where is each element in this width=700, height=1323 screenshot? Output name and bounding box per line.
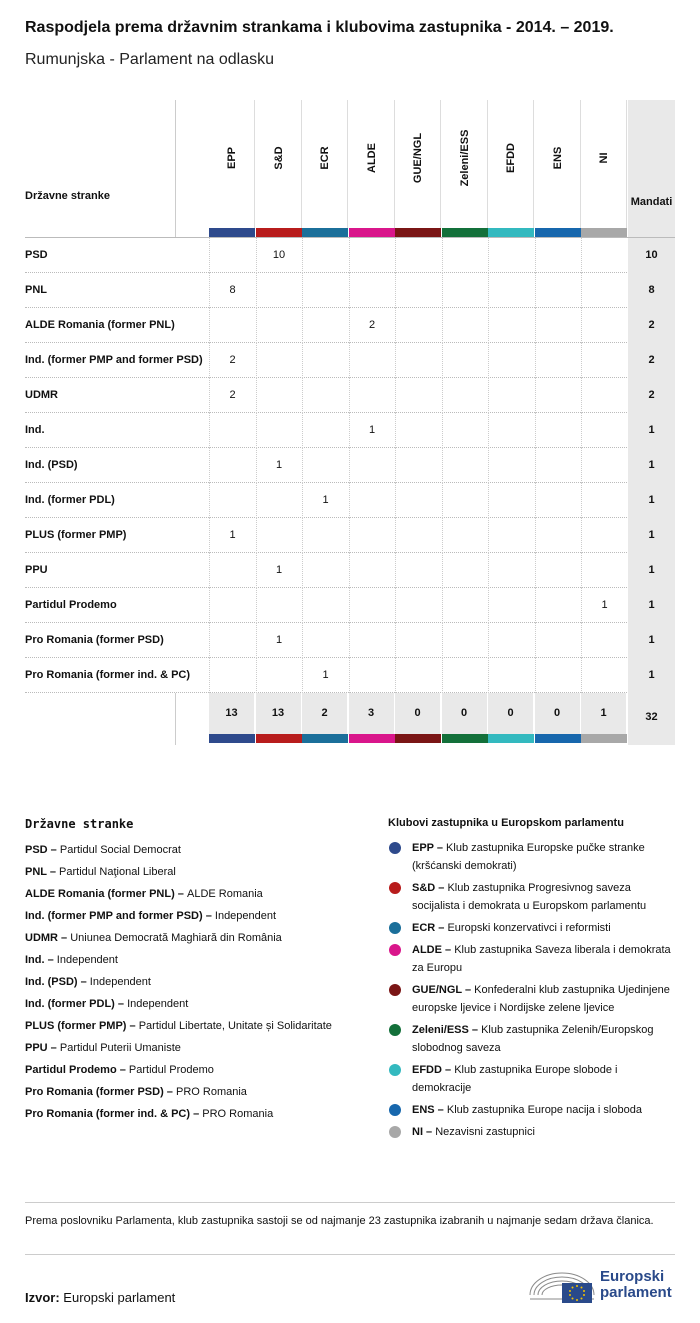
seat-cell xyxy=(442,308,488,343)
seat-cell xyxy=(442,553,488,588)
seat-cell xyxy=(535,518,581,553)
group-total: 13 xyxy=(209,693,255,734)
group-label: EFDD xyxy=(505,143,517,173)
party-name: PSD xyxy=(25,249,48,261)
group-color-bar xyxy=(256,734,302,743)
group-abbr: GUE/NGL xyxy=(412,984,462,996)
seat-cell xyxy=(535,378,581,413)
seat-cell xyxy=(488,273,534,308)
color-dot-icon xyxy=(389,1024,401,1036)
seat-cell xyxy=(302,378,348,413)
party-legend-item: Ind. – Independent xyxy=(25,954,118,966)
party-name: Pro Romania (former PSD) xyxy=(25,634,164,646)
group-abbr: EFDD xyxy=(412,1064,442,1076)
group-total: 3 xyxy=(349,693,395,734)
seat-cell xyxy=(535,273,581,308)
seat-cell xyxy=(581,658,627,693)
group-label: NI xyxy=(598,152,610,164)
color-dot-icon xyxy=(389,1104,401,1116)
seat-cell xyxy=(256,658,302,693)
seat-cell xyxy=(488,588,534,623)
group-full-name: Konfederalni klub zastupnika Ujedinjene europske ljevice i Nordijske zelene ljevice xyxy=(412,984,670,1014)
mandates-header: Mandati xyxy=(628,100,675,238)
group-full-name: Klub zastupnika Europske pučke stranke (kršćanski demokrati) xyxy=(412,842,645,872)
divider xyxy=(25,1254,675,1255)
seat-cell xyxy=(581,518,627,553)
group-label: ENS xyxy=(551,146,564,170)
seat-cell xyxy=(535,623,581,658)
group-legend xyxy=(388,817,678,1145)
seat-cell xyxy=(442,413,488,448)
party-abbr: UDMR xyxy=(25,932,58,944)
table-row xyxy=(25,238,675,273)
group-total: 0 xyxy=(395,693,441,734)
seat-cell xyxy=(535,343,581,378)
group-abbr: NI xyxy=(412,1126,423,1138)
seat-cell xyxy=(349,588,395,623)
seat-cell xyxy=(349,623,395,658)
color-dot-icon xyxy=(389,882,401,894)
group-color-bar xyxy=(535,228,581,237)
party-legend-item: ALDE Romania (former PNL) – ALDE Romania xyxy=(25,888,263,900)
corner-label: Državne stranke xyxy=(25,190,110,202)
row-total: 8 xyxy=(628,273,675,308)
party-abbr: Pro Romania (former PSD) xyxy=(25,1086,164,1098)
seat-cell xyxy=(209,448,255,483)
party-abbr: Ind. (former PDL) xyxy=(25,998,115,1010)
table-row xyxy=(25,413,675,448)
group-legend-item-s-d: S&D – Klub zastupnika Progresivnog saveza socijalista i demokrata u Europskom parlamentu xyxy=(388,879,678,915)
seat-cell xyxy=(256,308,302,343)
group-abbr: S&D xyxy=(412,882,436,894)
table-row xyxy=(25,518,675,553)
seat-cell xyxy=(581,623,627,658)
seat-cell: 1 xyxy=(256,623,302,658)
group-label: ECR xyxy=(319,146,331,170)
seat-cell: 10 xyxy=(256,238,302,273)
seat-cell xyxy=(442,518,488,553)
seat-cell xyxy=(488,623,534,658)
seat-cell xyxy=(395,238,441,273)
group-label: GUE/NGL xyxy=(412,132,424,184)
seat-cell xyxy=(581,413,627,448)
seat-cell xyxy=(535,413,581,448)
group-full-name: Klub zastupnika Progresivnog saveza socijalista i demokrata u Europskom parlamentu xyxy=(412,882,647,912)
seat-cell xyxy=(442,658,488,693)
group-abbr: ENS xyxy=(412,1104,435,1116)
party-name: PNL xyxy=(25,284,47,296)
group-full-name: Nezavisni zastupnici xyxy=(435,1126,535,1138)
seat-cell xyxy=(209,658,255,693)
seat-cell xyxy=(209,308,255,343)
table-row xyxy=(25,658,675,693)
table-totals xyxy=(25,693,675,745)
party-abbr: Ind. (PSD) xyxy=(25,976,78,988)
seat-cell xyxy=(302,308,348,343)
seat-cell xyxy=(535,553,581,588)
party-full-name: PRO Romania xyxy=(175,1086,247,1098)
group-legend-item-alde: ALDE – Klub zastupnika Saveza liberala i demokrata za Europu xyxy=(388,941,678,977)
rules-note: Prema poslovniku Parlamenta, klub zastupnika sastoji se od najmanje 23 zastupnika izabranih u najmanje sedam država članica. xyxy=(25,1215,654,1227)
party-name: Pro Romania (former ind. & PC) xyxy=(25,669,191,681)
group-color-bar xyxy=(256,228,302,237)
group-column-ens xyxy=(535,100,581,238)
seat-cell xyxy=(395,623,441,658)
party-full-name: PRO Romania xyxy=(202,1108,274,1120)
group-total: 0 xyxy=(442,693,488,734)
seat-cell xyxy=(209,623,255,658)
seat-cell xyxy=(395,448,441,483)
seat-cell xyxy=(302,588,348,623)
seat-cell xyxy=(581,378,627,413)
group-color-bar xyxy=(442,228,488,237)
group-color-bar xyxy=(581,228,627,237)
table-row xyxy=(25,273,675,308)
seat-cell xyxy=(209,238,255,273)
seat-cell xyxy=(209,588,255,623)
seat-cell: 1 xyxy=(256,553,302,588)
seat-cell xyxy=(581,448,627,483)
seat-cell xyxy=(442,238,488,273)
table-row xyxy=(25,448,675,483)
seat-cell xyxy=(302,273,348,308)
color-dot-icon xyxy=(389,944,401,956)
group-label: Zeleni/ESS xyxy=(458,129,471,187)
source-label: Izvor: xyxy=(25,1290,60,1305)
party-full-name: Partidul Libertate, Unitate și Solidaritate xyxy=(138,1020,332,1032)
row-total: 2 xyxy=(628,308,675,343)
seat-cell xyxy=(349,658,395,693)
seat-cell xyxy=(581,343,627,378)
party-legend-item: Ind. (former PDL) – Independent xyxy=(25,998,189,1010)
seat-cell xyxy=(302,623,348,658)
group-color-bar xyxy=(442,734,488,743)
group-column-epp xyxy=(209,100,255,238)
seat-cell xyxy=(395,553,441,588)
party-full-name: ALDE Romania xyxy=(186,888,263,900)
seat-cell xyxy=(535,308,581,343)
seat-cell xyxy=(209,413,255,448)
group-legend-item-ens: ENS – Klub zastupnika Europe nacija i sloboda xyxy=(388,1101,678,1119)
party-full-name: Partidul Prodemo xyxy=(128,1064,214,1076)
party-full-name: Independent xyxy=(56,954,118,966)
seat-cell xyxy=(395,588,441,623)
seat-cell xyxy=(302,343,348,378)
seat-cell xyxy=(349,378,395,413)
group-legend-item-gue-ngl: GUE/NGL – Konfederalni klub zastupnika Ujedinjene europske ljevice i Nordijske zelene ljevice xyxy=(388,981,678,1017)
group-full-name: Europski konzervativci i reformisti xyxy=(447,922,611,934)
party-legend-item: Pro Romania (former PSD) – PRO Romania xyxy=(25,1086,247,1098)
group-color-bar xyxy=(488,734,534,743)
party-name: Ind. (former PMP and former PSD) xyxy=(25,354,203,366)
source-value: Europski parlament xyxy=(63,1290,176,1305)
seat-cell xyxy=(395,658,441,693)
page-title: Raspodjela prema državnim strankama i klubovima zastupnika - 2014. – 2019. xyxy=(25,19,614,36)
seat-cell xyxy=(395,378,441,413)
row-total: 1 xyxy=(628,588,675,623)
european-parliament-logo xyxy=(528,1265,678,1305)
seat-cell xyxy=(535,238,581,273)
logo-line1: Europski xyxy=(600,1268,665,1285)
party-abbr: PPU xyxy=(25,1042,48,1054)
seat-cell: 1 xyxy=(209,518,255,553)
seat-cell: 8 xyxy=(209,273,255,308)
table-row xyxy=(25,623,675,658)
party-abbr: PNL xyxy=(25,866,47,878)
seat-cell: 2 xyxy=(349,308,395,343)
color-dot-icon xyxy=(389,1064,401,1076)
seat-cell xyxy=(395,483,441,518)
party-name: PLUS (former PMP) xyxy=(25,529,127,541)
party-name: UDMR xyxy=(25,389,58,401)
group-full-name: Klub zastupnika Saveza liberala i demokrata za Europu xyxy=(412,944,671,974)
seat-cell xyxy=(349,273,395,308)
group-color-bar xyxy=(581,734,627,743)
group-total: 2 xyxy=(302,693,348,734)
seat-cell: 2 xyxy=(209,378,255,413)
group-abbr: EPP xyxy=(412,842,434,854)
party-full-name: Independent xyxy=(89,976,151,988)
group-color-bar xyxy=(209,734,255,743)
seat-cell xyxy=(395,343,441,378)
seat-cell xyxy=(209,483,255,518)
table-header xyxy=(25,100,675,238)
seat-cell xyxy=(395,273,441,308)
seat-cell: 1 xyxy=(256,448,302,483)
seat-cell xyxy=(209,553,255,588)
party-full-name: Partidul Social Democrat xyxy=(59,844,181,856)
seat-cell xyxy=(395,518,441,553)
seat-cell: 1 xyxy=(349,413,395,448)
party-name: Partidul Prodemo xyxy=(25,599,117,611)
seat-cell xyxy=(256,518,302,553)
group-full-name: Klub zastupnika Europe slobode i demokracije xyxy=(412,1064,618,1094)
party-name: Ind. (PSD) xyxy=(25,459,78,471)
seat-cell: 1 xyxy=(581,588,627,623)
party-name: Ind. (former PDL) xyxy=(25,494,115,506)
group-total: 13 xyxy=(256,693,302,734)
seat-cell xyxy=(349,518,395,553)
row-total: 1 xyxy=(628,553,675,588)
row-total: 1 xyxy=(628,448,675,483)
seat-cell xyxy=(581,273,627,308)
seat-cell xyxy=(488,238,534,273)
color-dot-icon xyxy=(389,842,401,854)
table-row xyxy=(25,343,675,378)
party-legend-item: PLUS (former PMP) – Partidul Libertate, Unitate și Solidaritate xyxy=(25,1020,332,1032)
group-color-bar xyxy=(395,228,441,237)
seat-cell xyxy=(349,448,395,483)
party-abbr: Ind. (former PMP and former PSD) xyxy=(25,910,203,922)
seat-cell xyxy=(488,378,534,413)
group-color-bar xyxy=(302,228,348,237)
party-abbr: Pro Romania (former ind. & PC) xyxy=(25,1108,191,1120)
seat-cell: 1 xyxy=(302,483,348,518)
party-legend-item: PPU – Partidul Puterii Umaniste xyxy=(25,1042,181,1054)
group-abbr: ALDE xyxy=(412,944,442,956)
row-total: 1 xyxy=(628,413,675,448)
group-color-bar xyxy=(302,734,348,743)
seat-cell xyxy=(256,343,302,378)
group-color-bar xyxy=(395,734,441,743)
table-row xyxy=(25,378,675,413)
seat-cell xyxy=(442,448,488,483)
table-row xyxy=(25,308,675,343)
group-label: S&D xyxy=(272,146,285,170)
seat-cell xyxy=(442,623,488,658)
group-total: 0 xyxy=(488,693,534,734)
group-column-s-d xyxy=(256,100,302,238)
group-color-bar xyxy=(349,734,395,743)
color-dot-icon xyxy=(389,984,401,996)
color-dot-icon xyxy=(389,1126,401,1138)
row-total: 1 xyxy=(628,483,675,518)
group-legend-item-epp: EPP – Klub zastupnika Europske pučke stranke (kršćanski demokrati) xyxy=(388,839,678,875)
group-legend-item-zeleni-ess: Zeleni/ESS – Klub zastupnika Zelenih/Europskog slobodnog saveza xyxy=(388,1021,678,1057)
group-column-zeleni-ess xyxy=(442,100,488,238)
seat-cell xyxy=(302,413,348,448)
row-total: 10 xyxy=(628,238,675,273)
row-total: 1 xyxy=(628,623,675,658)
seat-cell xyxy=(256,273,302,308)
group-legend-item-efdd: EFDD – Klub zastupnika Europe slobode i demokracije xyxy=(388,1061,678,1097)
seat-cell xyxy=(488,483,534,518)
seat-cell: 1 xyxy=(302,658,348,693)
seat-cell xyxy=(302,448,348,483)
party-full-name: Independent xyxy=(127,998,189,1010)
grand-total: 32 xyxy=(628,693,675,745)
party-legend-item: Pro Romania (former ind. & PC) – PRO Romania xyxy=(25,1108,274,1120)
distribution-table xyxy=(25,100,675,745)
seat-cell xyxy=(488,448,534,483)
source xyxy=(25,1290,175,1305)
seat-cell xyxy=(535,448,581,483)
seat-cell xyxy=(349,553,395,588)
group-column-ecr xyxy=(302,100,348,238)
party-abbr: PSD xyxy=(25,844,48,856)
group-column-gue-ngl xyxy=(395,100,441,238)
party-name: Ind. xyxy=(25,424,45,436)
seat-cell xyxy=(488,343,534,378)
seat-cell xyxy=(535,658,581,693)
group-column-ni xyxy=(581,100,627,238)
seat-cell xyxy=(581,308,627,343)
row-total: 2 xyxy=(628,343,675,378)
group-color-bar xyxy=(349,228,395,237)
seat-cell xyxy=(535,588,581,623)
group-abbr: ECR xyxy=(412,922,436,934)
seat-cell xyxy=(488,658,534,693)
seat-cell xyxy=(256,588,302,623)
seat-cell xyxy=(349,483,395,518)
party-abbr: ALDE Romania (former PNL) xyxy=(25,888,175,900)
seat-cell xyxy=(442,588,488,623)
seat-cell xyxy=(535,483,581,518)
seat-cell xyxy=(488,413,534,448)
party-full-name: Independent xyxy=(214,910,277,922)
seat-cell xyxy=(395,413,441,448)
group-color-bar xyxy=(535,734,581,743)
seat-cell xyxy=(256,378,302,413)
party-legend xyxy=(25,817,355,1127)
group-full-name: Klub zastupnika Europe nacija i sloboda xyxy=(446,1104,642,1116)
party-abbr: PLUS (former PMP) xyxy=(25,1020,127,1032)
seat-cell xyxy=(302,553,348,588)
party-name: PPU xyxy=(25,564,48,576)
group-legend-item-ni: NI – Nezavisni zastupnici xyxy=(388,1123,678,1141)
seat-cell xyxy=(488,553,534,588)
seat-cell xyxy=(488,308,534,343)
group-total: 0 xyxy=(535,693,581,734)
seat-cell xyxy=(442,273,488,308)
group-label: ALDE xyxy=(365,143,378,173)
party-legend-item: PNL – Partidul Naţional Liberal xyxy=(25,866,176,878)
party-full-name: Uniunea Democrată Maghiară din România xyxy=(70,932,282,944)
seat-cell xyxy=(302,238,348,273)
table-row xyxy=(25,588,675,623)
seat-cell xyxy=(256,413,302,448)
party-legend-item: PSD – Partidul Social Democrat xyxy=(25,844,181,856)
table-body xyxy=(25,238,675,693)
logo-line2: parlament xyxy=(600,1284,672,1301)
party-legend-heading: Državne stranke xyxy=(25,817,134,831)
seat-cell xyxy=(581,553,627,588)
table-row xyxy=(25,483,675,518)
seat-cell xyxy=(349,238,395,273)
seat-cell: 2 xyxy=(209,343,255,378)
seat-cell xyxy=(395,308,441,343)
seat-cell xyxy=(256,483,302,518)
party-full-name: Partidul Naţional Liberal xyxy=(59,866,176,878)
table-row xyxy=(25,553,675,588)
group-legend-heading: Klubovi zastupnika u Europskom parlamentu xyxy=(388,817,624,829)
seat-cell xyxy=(581,238,627,273)
group-color-bar xyxy=(488,228,534,237)
seat-cell xyxy=(349,343,395,378)
party-legend-item: Ind. (PSD) – Independent xyxy=(25,976,151,988)
party-name: ALDE Romania (former PNL) xyxy=(25,319,175,331)
group-total: 1 xyxy=(581,693,627,734)
group-full-name: Klub zastupnika Zelenih/Europskog slobodnog saveza xyxy=(412,1024,654,1054)
seat-cell xyxy=(442,343,488,378)
group-abbr: Zeleni/ESS xyxy=(412,1024,469,1036)
party-legend-item: Partidul Prodemo – Partidul Prodemo xyxy=(25,1064,214,1076)
seat-cell xyxy=(442,378,488,413)
seat-cell xyxy=(442,483,488,518)
party-legend-item: UDMR – Uniunea Democrată Maghiară din România xyxy=(25,932,282,944)
party-abbr: Ind. xyxy=(25,954,45,966)
page-subtitle: Rumunjska - Parlament na odlasku xyxy=(25,51,275,68)
parliament-hemicycle-icon xyxy=(528,1265,596,1305)
group-label: EPP xyxy=(226,146,238,170)
row-total: 2 xyxy=(628,378,675,413)
row-total: 1 xyxy=(628,658,675,693)
party-legend-item: Ind. (former PMP and former PSD) – Independent xyxy=(25,910,277,922)
group-column-alde xyxy=(349,100,395,238)
seat-cell xyxy=(488,518,534,553)
group-column-efdd xyxy=(488,100,534,238)
row-total: 1 xyxy=(628,518,675,553)
party-full-name: Partidul Puterii Umaniste xyxy=(59,1042,181,1054)
group-color-bar xyxy=(209,228,255,237)
group-legend-item-ecr: ECR – Europski konzervativci i reformisti xyxy=(388,919,678,937)
seat-cell xyxy=(302,518,348,553)
divider xyxy=(25,1202,675,1203)
party-abbr: Partidul Prodemo xyxy=(25,1064,117,1076)
color-dot-icon xyxy=(389,922,401,934)
seat-cell xyxy=(581,483,627,518)
